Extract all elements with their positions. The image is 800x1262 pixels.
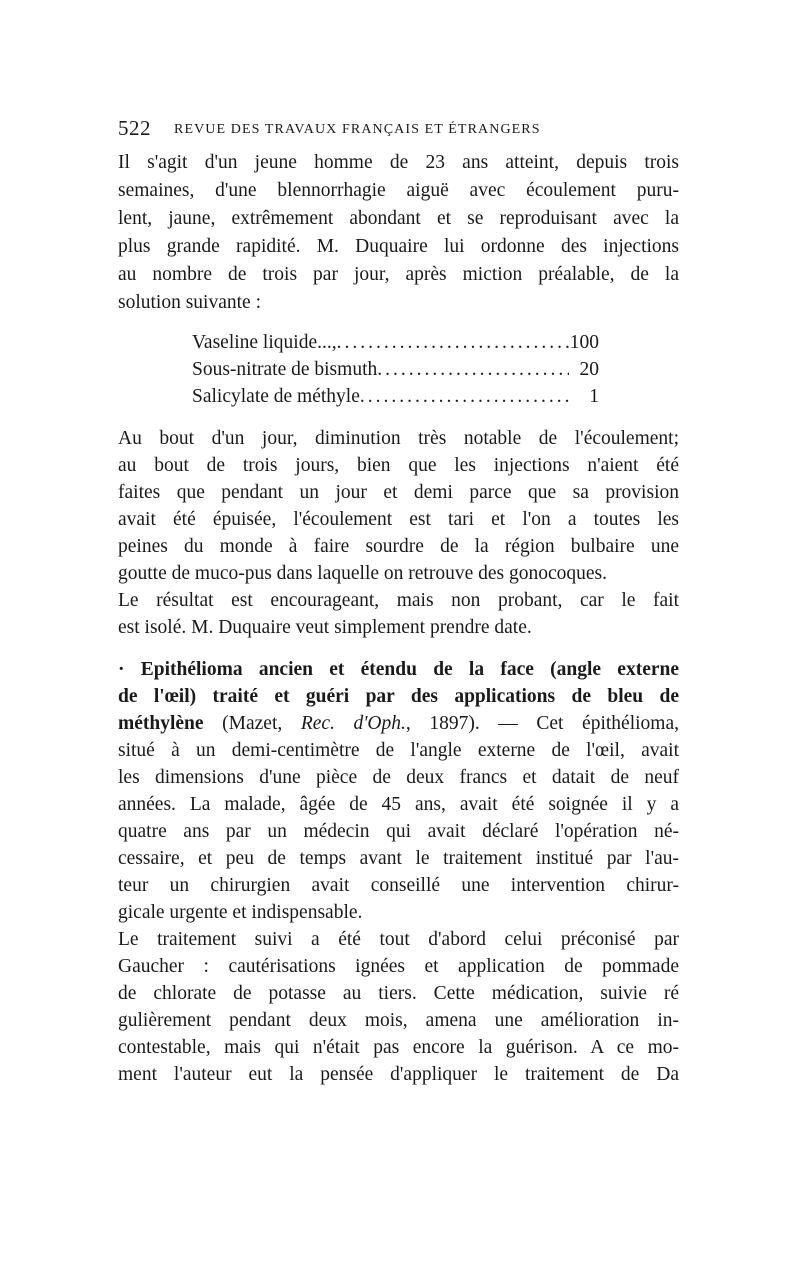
leader-dots: [360, 383, 569, 410]
paragraph-line: faites que pendant un jour et demi parce que sa provision: [118, 482, 679, 503]
article-title-line: · Epithélioma ancien et étendu de la face (angle externe: [118, 659, 679, 680]
ingredient-name: Vaseline liquide...,: [192, 332, 337, 353]
paragraph-line: cessaire, et peu de temps avant le traitement institué par l'au-: [118, 848, 679, 869]
page-header: [118, 116, 618, 142]
paragraph-line: teur un chirurgien avait conseillé une intervention chirur-: [118, 875, 679, 896]
ingredient-name: Sous-nitrate de bismuth: [192, 359, 378, 380]
paragraph-line: peines du monde à faire sourdre de la région bulbaire une: [118, 536, 679, 557]
leader-dots: [337, 329, 569, 356]
article-title-line: de l'œil) traité et guéri par des applications de bleu de: [118, 686, 679, 707]
paragraph-line: les dimensions d'une pièce de deux francs et datait de neuf: [118, 767, 679, 788]
citation-suffix: , 1897). — Cet épithélioma,: [405, 713, 679, 734]
article-title-end: méthylène: [118, 713, 204, 734]
paragraph-line: Gaucher : cautérisations ignées et application de pommade: [118, 956, 679, 977]
paragraph-line: avait été épuisée, l'écoulement est tari et l'on a toutes les: [118, 509, 679, 530]
paragraph-line: Le traitement suivi a été tout d'abord celui préconisé par: [118, 929, 679, 950]
journal-name: Rec. d'Oph.: [300, 713, 406, 734]
paragraph-line: est isolé. M. Duquaire veut simplement prendre date.: [118, 617, 532, 638]
ingredient-quantity: 1: [589, 386, 599, 407]
ingredient-quantity: 20: [579, 359, 599, 380]
paragraph-line: plus grande rapidité. M. Duquaire lui ordonne des injections: [118, 236, 679, 257]
formula-row: [192, 329, 599, 356]
paragraph-line: solution suivante :: [118, 292, 261, 313]
paragraph-line: situé à un demi-centimètre de l'angle externe de l'œil, avait: [118, 740, 679, 761]
paragraph-line: goutte de muco-pus dans laquelle on retrouve des gonocoques.: [118, 563, 607, 584]
leader-dots: [377, 356, 569, 383]
paragraph-line: années. La malade, âgée de 45 ans, avait été soignée il y a: [118, 794, 679, 815]
paragraph-line: Le résultat est encourageant, mais non probant, car le fait: [118, 590, 679, 611]
paragraph-line: de chlorate de potasse au tiers. Cette médication, suivie ré: [118, 983, 679, 1004]
paragraph-line: Il s'agit d'un jeune homme de 23 ans atteint, depuis trois: [118, 152, 679, 173]
paragraph-line: lent, jaune, extrêmement abondant et se reproduisant avec la: [118, 208, 679, 229]
citation-prefix: (Mazet,: [203, 713, 301, 734]
paragraph-line: gulièrement pendant deux mois, amena une amélioration in-: [118, 1010, 679, 1031]
paragraph-line: quatre ans par un médecin qui avait déclaré l'opération né-: [118, 821, 679, 842]
running-head: REVUE DES TRAVAUX FRANÇAIS ET ÉTRANGERS: [174, 122, 541, 137]
paragraph-line: Au bout d'un jour, diminution très notable de l'écoulement;: [118, 428, 679, 449]
formula-row: [192, 383, 599, 410]
paragraph-line: ment l'auteur eut la pensée d'appliquer le traitement de Da: [118, 1064, 679, 1085]
ingredient-quantity: 100: [569, 332, 599, 353]
paragraph-line: gicale urgente et indispensable.: [118, 902, 363, 923]
article-title-citation-line: [118, 710, 679, 737]
ingredient-name: Salicylate de méthyle: [192, 386, 360, 407]
paragraph-line: au nombre de trois par jour, après miction préalable, de la: [118, 264, 679, 285]
formula-row: [192, 356, 599, 383]
paragraph-line: au bout de trois jours, bien que les injections n'aient été: [118, 455, 679, 476]
paragraph-line: semaines, d'une blennorrhagie aiguë avec écoulement puru-: [118, 180, 679, 201]
page-number: 522: [118, 116, 151, 140]
paragraph-line: contestable, mais qui n'était pas encore la guérison. A ce mo-: [118, 1037, 679, 1058]
